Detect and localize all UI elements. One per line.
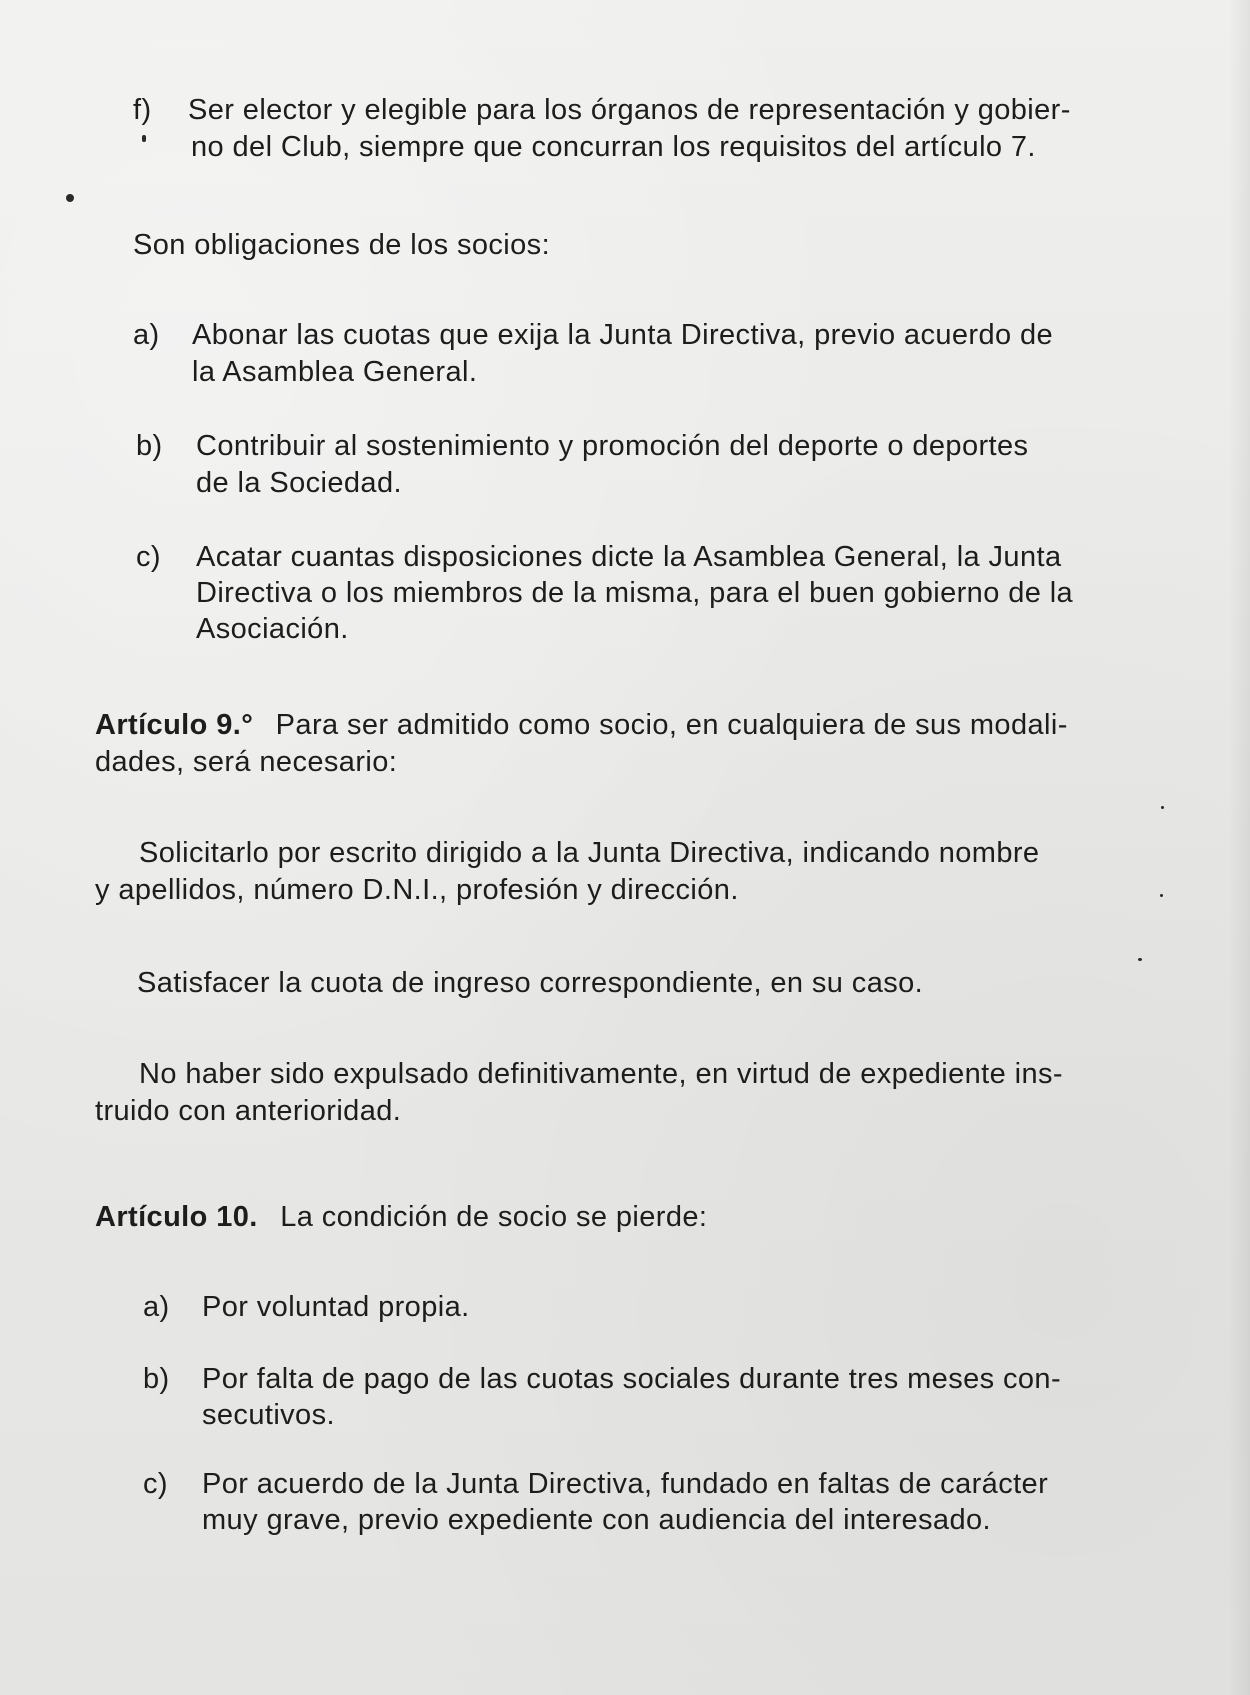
article-9-paragraph: [95, 707, 1185, 781]
requirement-line: truido con anterioridad.: [95, 1095, 402, 1127]
article-9-line: [95, 707, 1185, 744]
list-item-line: muy grave, previo expediente con audiencia del interesado.: [202, 1504, 991, 1536]
requirement-line: No haber sido expulsado definitivamente, en virtud de expediente ins-: [139, 1058, 1063, 1090]
list-marker: b): [136, 430, 163, 462]
article-10-label: Artículo 10.: [95, 1201, 258, 1233]
list-item-line: Por voluntad propia.: [202, 1291, 470, 1323]
list-item-line: Por falta de pago de las cuotas sociales durante tres meses con-: [202, 1363, 1062, 1395]
list-marker: f): [133, 94, 152, 126]
list-item-line: Asociación.: [196, 613, 349, 645]
obligation-item-b: [136, 428, 1186, 504]
list-item-line: Directiva o los miembros de la misma, para el buen gobierno de la: [196, 577, 1074, 609]
list-marker: a): [133, 319, 160, 351]
list-item-line: Contribuir al sostenimiento y promoción del deporte o deportes: [196, 430, 1029, 462]
article-9-label: Artículo 9.°: [95, 709, 254, 741]
list-item-f: [133, 92, 1183, 168]
loss-reason-b: [143, 1361, 1183, 1437]
article-9-text: Para ser admitido como socio, en cualquiera de sus modali-: [275, 709, 1068, 741]
list-marker: c): [136, 541, 161, 573]
list-marker: a): [143, 1291, 170, 1323]
list-item-line: de la Sociedad.: [196, 467, 402, 499]
obligations-heading: Son obligaciones de los socios:: [133, 229, 551, 261]
page-edge-shadow: [1228, 0, 1250, 1695]
ink-speck: [66, 194, 74, 202]
requirement-1: [95, 835, 1195, 909]
list-item-line: Acatar cuantas disposiciones dicte la Asamblea General, la Junta: [196, 541, 1062, 573]
obligation-item-c: [136, 539, 1186, 651]
requirement-line: Solicitarlo por escrito dirigido a la Junta Directiva, indicando nombre: [139, 837, 1040, 869]
list-item-line: Abonar las cuotas que exija la Junta Directiva, previo acuerdo de: [192, 319, 1054, 351]
list-marker: c): [143, 1468, 168, 1500]
list-item-line: Ser elector y elegible para los órganos de representación y gobier-: [188, 94, 1071, 126]
article-10-text: La condición de socio se pierde:: [280, 1201, 708, 1233]
list-item-line: la Asamblea General.: [192, 356, 478, 388]
requirement-2: Satisfacer la cuota de ingreso correspondiente, en su caso.: [137, 967, 924, 999]
obligation-item-a: [133, 317, 1183, 393]
loss-reason-c: [143, 1466, 1183, 1542]
requirement-line: y apellidos, número D.N.I., profesión y dirección.: [95, 874, 739, 906]
loss-reason-a: [143, 1289, 1183, 1329]
article-10-paragraph: [95, 1199, 1185, 1236]
article-9-line: dades, será necesario:: [95, 746, 398, 778]
requirement-3: [95, 1056, 1195, 1130]
ink-speck: [1138, 958, 1142, 961]
list-item-line: secutivos.: [202, 1399, 335, 1431]
ink-speck: [1161, 806, 1164, 809]
list-marker: b): [143, 1363, 170, 1395]
list-item-line: no del Club, siempre que concurran los requisitos del artículo 7.: [191, 131, 1036, 163]
list-item-line: Por acuerdo de la Junta Directiva, fundado en faltas de carácter: [202, 1468, 1049, 1500]
